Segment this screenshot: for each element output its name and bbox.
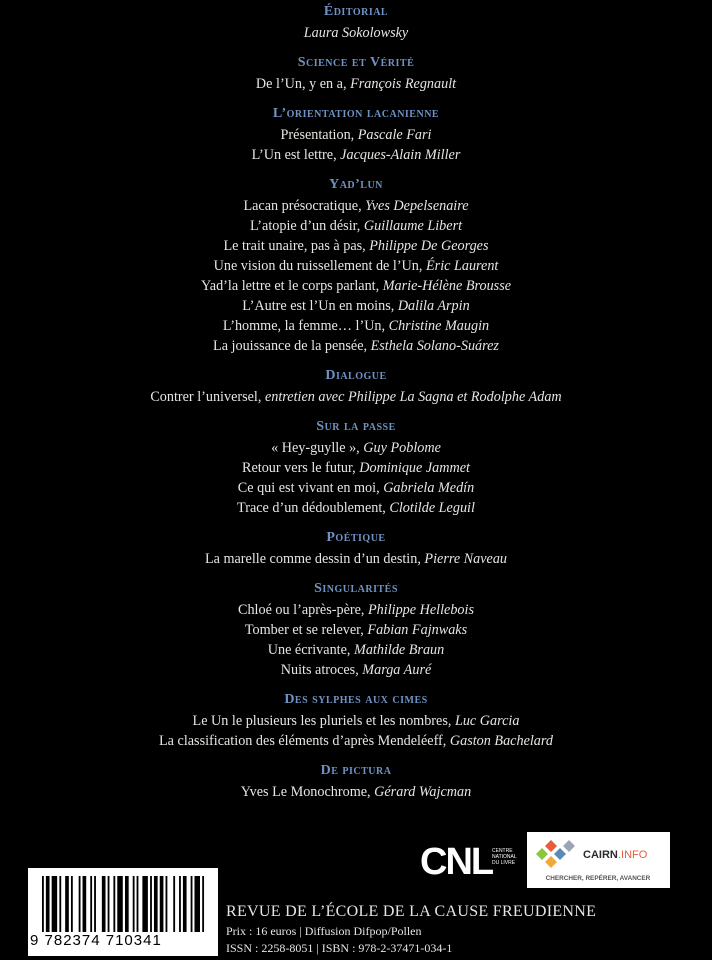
toc-entry — [0, 640, 712, 660]
cnl-logo — [420, 838, 520, 882]
section-title: Poétique — [326, 530, 386, 545]
toc-entry — [0, 387, 712, 407]
cnl-logo-text: CNL — [420, 841, 493, 882]
barcode-bar — [150, 876, 152, 932]
entry-author: Clotilde Leguil — [389, 500, 475, 516]
barcode-bars — [42, 876, 208, 932]
entry-title: La classification des éléments d’après Mendeléeff, — [159, 733, 450, 749]
entry-author: Pierre Naveau — [424, 551, 508, 567]
entry-author: Éric Laurent — [426, 258, 499, 274]
svg-text:.INFO: .INFO — [618, 849, 648, 861]
section-title: L’orientation lacanienne — [272, 106, 440, 121]
toc-entry — [0, 125, 712, 145]
entry-author: Marie-Hélène Brousse — [382, 278, 512, 294]
barcode-digits: 9 782374 710341 — [30, 932, 162, 949]
section-title: De pictura — [320, 763, 392, 778]
toc-entry — [0, 498, 712, 518]
entry-title: Yves Le Monochrome, — [240, 784, 375, 800]
toc-entry — [0, 782, 712, 802]
entry-title: Une vision du ruissellement de l’Un, — [213, 258, 426, 274]
toc-section — [0, 692, 712, 751]
barcode-bar — [191, 876, 193, 932]
entry-title: Contrer l’universel, — [150, 389, 265, 405]
toc-entry — [0, 549, 712, 569]
toc-section — [0, 419, 712, 518]
barcode — [28, 868, 218, 956]
section-title: Éditorial — [323, 4, 389, 19]
section-title: Singularités — [314, 581, 398, 596]
toc-entry — [0, 74, 712, 94]
entry-author: Fabian Fajnwaks — [367, 622, 468, 638]
toc-entry — [0, 600, 712, 620]
toc-entry — [0, 296, 712, 316]
toc-section — [0, 106, 712, 165]
toc-entry — [0, 711, 712, 731]
entry-title: Chloé ou l’après-père, — [237, 602, 368, 618]
entry-author: Philippe Hellebois — [368, 602, 474, 618]
entry-title: Yad’la lettre et le corps parlant, — [200, 278, 383, 294]
toc-section — [0, 581, 712, 680]
barcode-bar — [46, 876, 50, 932]
toc-entry — [0, 216, 712, 236]
entry-author: Luc Garcia — [454, 713, 520, 729]
entry-title: Trace d’un dédoublement, — [237, 500, 390, 516]
entry-title: Nuits atroces, — [280, 662, 363, 678]
barcode-bar — [79, 876, 81, 932]
cairn-logo — [527, 832, 670, 888]
entry-author: Pascale Fari — [357, 127, 432, 143]
toc-entry — [0, 731, 712, 751]
logo-row — [420, 832, 670, 892]
barcode-bar — [90, 876, 92, 932]
toc-entry — [0, 145, 712, 165]
cnl-logo-sub: CENTRE NATIONAL DU LIVRE — [492, 848, 517, 866]
entry-author: Philippe De Georges — [369, 238, 489, 254]
entry-author: Dominique Jammet — [359, 460, 470, 476]
entry-title: Ce qui est vivant en moi, — [237, 480, 384, 496]
entry-title: Tomber et se relever, — [244, 622, 368, 638]
section-title: Des sylphes aux cimes — [284, 692, 428, 707]
barcode-bar — [117, 876, 123, 932]
footer-price: Prix : 16 euros | Diffusion Difpop/Pollen — [226, 924, 422, 938]
barcode-bar — [202, 876, 204, 932]
barcode-bar — [71, 876, 73, 932]
toc-entry — [0, 660, 712, 680]
entry-author: Gérard Wajcman — [374, 784, 472, 800]
entry-title: L’atopie d’un désir, — [249, 218, 364, 234]
toc-entry — [0, 478, 712, 498]
barcode-bar — [154, 876, 158, 932]
entry-title: Le trait unaire, pas à pas, — [223, 238, 370, 254]
entry-author: Mathilde Braun — [354, 642, 445, 658]
barcode-bar — [142, 876, 148, 932]
entry-title: Présentation, — [280, 127, 358, 143]
toc-entry — [0, 316, 712, 336]
section-title: Sur la passe — [316, 419, 396, 434]
barcode-bar — [102, 876, 106, 932]
toc-entry — [0, 236, 712, 256]
entry-author: Yves Depelsenaire — [365, 198, 469, 214]
section-title: Yad’lun — [329, 177, 383, 192]
entry-title: Lacan présocratique, — [243, 198, 366, 214]
toc-section — [0, 530, 712, 569]
barcode-bar — [183, 876, 187, 932]
entry-author: Guy Poblome — [363, 440, 441, 456]
cairn-diamond-icon — [536, 840, 575, 868]
barcode-bar — [108, 876, 110, 932]
barcode-bar — [83, 876, 87, 932]
footer-isbn: ISSN : 2258-8051 | ISBN : 978-2-37471-034-1 — [226, 941, 453, 955]
entry-title: Le Un le plusieurs les pluriels et les nombres, — [192, 713, 455, 729]
barcode-bar — [194, 876, 200, 932]
barcode-bar — [65, 876, 69, 932]
barcode-bar — [160, 876, 164, 932]
toc-section — [0, 368, 712, 407]
toc-entry — [0, 196, 712, 216]
barcode-bar — [59, 876, 61, 932]
entry-title: Retour vers le futur, — [242, 460, 360, 476]
entry-title: La marelle comme dessin d’un destin, — [204, 551, 425, 567]
barcode-bar — [173, 876, 175, 932]
barcode-bar — [52, 876, 58, 932]
entry-author: Gabriela Medín — [383, 480, 475, 496]
entry-author: Marga Auré — [362, 662, 432, 678]
entry-author: entretien avec Philippe La Sagna et Rodolphe Adam — [264, 389, 562, 405]
entry-author: Guillaume Libert — [363, 218, 463, 234]
svg-text:CAIRN: CAIRN — [583, 849, 618, 861]
table-of-contents — [0, 4, 712, 802]
barcode-bar — [137, 876, 139, 932]
barcode-bar — [125, 876, 129, 932]
barcode-bar — [133, 876, 135, 932]
toc-entry — [0, 23, 712, 43]
entry-author: Dalila Arpin — [397, 298, 470, 314]
entry-title: L’Autre est l’Un en moins, — [242, 298, 398, 314]
barcode-bar — [94, 876, 96, 932]
section-title: Dialogue — [325, 368, 387, 383]
toc-entry — [0, 256, 712, 276]
toc-entry — [0, 438, 712, 458]
entry-author: Esthela Solano-Suárez — [370, 338, 499, 354]
entry-author: Jacques-Alain Miller — [340, 147, 461, 163]
entry-title: Une écrivante, — [267, 642, 354, 658]
toc-section — [0, 4, 712, 43]
section-title: Science et Vérité — [297, 55, 415, 70]
entry-author: Christine Maugin — [388, 318, 490, 334]
toc-entry — [0, 458, 712, 478]
toc-section — [0, 177, 712, 356]
entry-title: L’Un est lettre, — [251, 147, 341, 163]
entry-title: La jouissance de la pensée, — [213, 338, 371, 354]
entry-author: François Regnault — [350, 76, 457, 92]
barcode-bar — [166, 876, 168, 932]
barcode-bar — [179, 876, 181, 932]
toc-entry — [0, 276, 712, 296]
entry-author: Laura Sokolowsky — [303, 25, 409, 41]
barcode-bar — [42, 876, 44, 932]
toc-section — [0, 763, 712, 802]
svg-text:CHERCHER, REPÉRER, AVANCER: CHERCHER, REPÉRER, AVANCER — [545, 875, 651, 882]
toc-entry — [0, 336, 712, 356]
footer-title: REVUE DE L’ÉCOLE DE LA CAUSE FREUDIENNE — [226, 903, 597, 920]
entry-author: Gaston Bachelard — [449, 733, 553, 749]
entry-title: De l’Un, y en a, — [255, 76, 351, 92]
barcode-bar — [113, 876, 115, 932]
entry-title: L’homme, la femme… l’Un, — [222, 318, 389, 334]
entry-title: « Hey-guylle », — [271, 440, 364, 456]
toc-section — [0, 55, 712, 94]
toc-entry — [0, 620, 712, 640]
